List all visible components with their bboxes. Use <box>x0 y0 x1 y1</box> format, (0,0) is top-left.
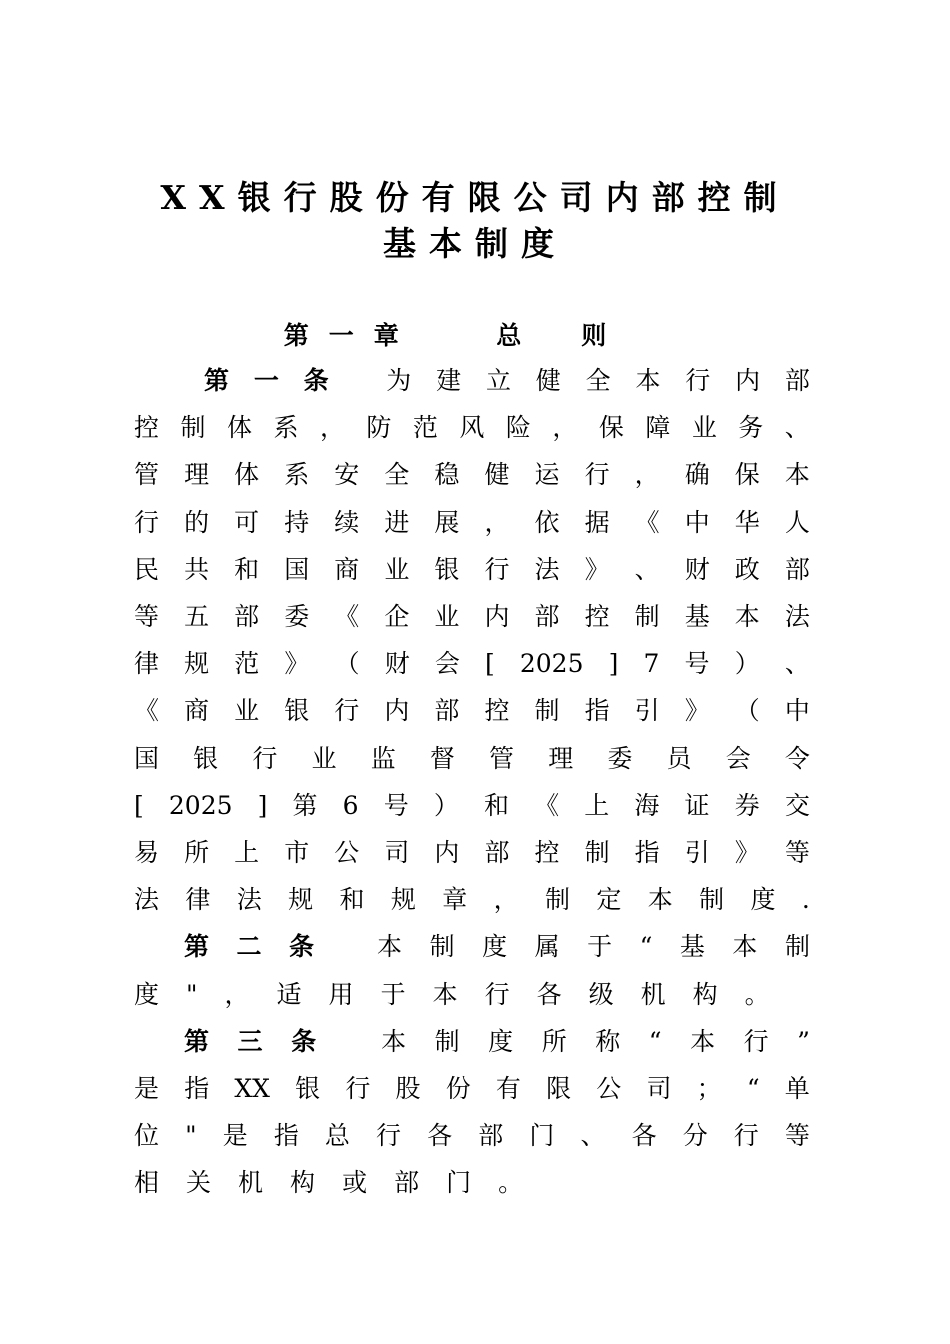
body-char: 章 <box>442 885 468 915</box>
body-char: 制 <box>429 932 455 962</box>
body-char: 位 <box>134 1121 160 1151</box>
article-number-char: 第 <box>184 1026 210 1056</box>
body-char: 督 <box>429 743 455 773</box>
body-char: 会 <box>434 649 460 679</box>
body-char: “ <box>648 1026 662 1056</box>
article-number-char: 二 <box>236 932 262 962</box>
body-char: 市 <box>284 838 310 867</box>
body-char: [ <box>134 790 144 820</box>
body-char: 业 <box>691 413 717 443</box>
body-line <box>134 553 810 587</box>
body-char: ； <box>696 1074 722 1103</box>
body-char: 部 <box>784 366 810 395</box>
body-char: 范 <box>412 413 438 443</box>
body-char: 法 <box>534 554 560 584</box>
body-char: 业 <box>311 743 337 773</box>
body-char: 。 <box>498 1168 524 1198</box>
body-char: 共 <box>184 554 210 584</box>
body-line <box>134 411 810 445</box>
body-char: 单 <box>784 1074 810 1103</box>
body-char: 本 <box>377 932 403 962</box>
body-char: ， <box>224 979 250 1009</box>
body-char: 中 <box>684 507 710 537</box>
body-char: 《 <box>634 507 660 537</box>
body-line <box>134 1166 810 1200</box>
body-char: 行 <box>584 460 610 490</box>
body-char: “ <box>746 1074 760 1103</box>
body-line <box>134 836 810 870</box>
body-line <box>134 458 810 492</box>
body-char: 控 <box>134 413 160 443</box>
body-char: 律 <box>134 649 160 679</box>
body-char: 持 <box>284 507 310 537</box>
body-char: 6 <box>342 790 359 820</box>
body-char: 2025 <box>519 649 584 679</box>
body-char: 本 <box>734 602 760 631</box>
body-char: 保 <box>598 413 624 443</box>
article-number-char: 条 <box>303 366 329 395</box>
body-line <box>134 694 810 728</box>
body-char: 系 <box>284 460 310 490</box>
body-char: 中 <box>784 696 810 726</box>
body-char: 公 <box>596 1074 622 1103</box>
body-char: 证 <box>684 790 710 820</box>
body-char: 范 <box>234 649 260 679</box>
body-char: ， <box>319 413 345 443</box>
body-char: 和 <box>483 790 509 820</box>
body-char: 政 <box>734 554 760 584</box>
body-char: 会 <box>725 743 751 773</box>
body-char: 构 <box>692 979 718 1009</box>
body-char: 内 <box>434 838 460 867</box>
body-char: 制 <box>634 602 660 631</box>
body-char: 保 <box>734 460 760 490</box>
body-line <box>134 1072 810 1106</box>
body-char: 确 <box>684 460 710 490</box>
body-char: 体 <box>234 460 260 490</box>
document-title-line-1: XX银行股份有限公司内部控制 <box>160 178 790 217</box>
body-char: 人 <box>784 507 810 537</box>
body-char: 司 <box>646 1074 672 1103</box>
body-char: 易 <box>134 838 160 867</box>
body-char: 等 <box>134 602 160 631</box>
chapter-number: 第一章 <box>283 321 419 350</box>
body-char: 上 <box>584 790 610 820</box>
body-char: 指 <box>634 838 660 867</box>
body-char: 相 <box>134 1168 160 1198</box>
body-char: 各 <box>536 979 562 1009</box>
body-char: 。 <box>744 979 770 1009</box>
body-char: 或 <box>342 1168 368 1198</box>
body-char: 关 <box>186 1168 212 1198</box>
body-char: 海 <box>634 790 660 820</box>
body-char: 部 <box>784 554 810 584</box>
body-char: “ <box>639 932 653 962</box>
body-char: 是 <box>134 1074 160 1103</box>
body-char: 等 <box>784 1121 810 1151</box>
body-char: 部 <box>534 602 560 631</box>
body-char: 商 <box>334 554 360 584</box>
body-char: 》 <box>734 838 760 867</box>
body-char: 企 <box>384 602 410 631</box>
body-char: 内 <box>484 602 510 631</box>
body-char: 行 <box>484 554 510 584</box>
body-char: 运 <box>534 460 560 490</box>
body-char: 五 <box>184 602 210 631</box>
body-char: 制 <box>545 885 571 915</box>
body-char: 为 <box>386 366 412 395</box>
body-char: ， <box>493 885 519 915</box>
body-char: 制 <box>434 1026 460 1056</box>
body-char: 属 <box>534 932 560 962</box>
body-char: 行 <box>484 979 510 1009</box>
body-char: 限 <box>546 1074 572 1103</box>
body-char: . <box>801 885 810 915</box>
body-char: 机 <box>238 1168 264 1198</box>
body-char: 制 <box>180 413 206 443</box>
body-char: 监 <box>370 743 396 773</box>
body-char: 本 <box>432 979 458 1009</box>
body-char: 各 <box>427 1121 453 1151</box>
spacer <box>345 1025 353 1059</box>
body-char: 度 <box>750 885 776 915</box>
body-char: 度 <box>482 932 508 962</box>
body-char: 和 <box>234 554 260 584</box>
body-char: 构 <box>290 1168 316 1198</box>
body-char: 委 <box>607 743 633 773</box>
body-char: 可 <box>234 507 260 537</box>
body-char: 理 <box>548 743 574 773</box>
article-number-char: 条 <box>291 1026 317 1056</box>
body-char: 律 <box>185 885 211 915</box>
body-char: 《 <box>534 790 560 820</box>
body-char: XX <box>234 1074 270 1103</box>
body-char: 行 <box>134 507 160 537</box>
body-char: 基 <box>679 932 705 962</box>
body-char: 商 <box>184 696 210 726</box>
body-char: 有 <box>495 1074 521 1103</box>
body-line <box>204 364 810 398</box>
body-char: 公 <box>334 838 360 867</box>
body-char: 指 <box>184 1074 210 1103</box>
body-char: 障 <box>645 413 671 443</box>
body-char: 上 <box>234 838 260 867</box>
body-char: 部 <box>484 838 510 867</box>
body-char: ] <box>257 790 268 820</box>
body-char: 于 <box>587 932 613 962</box>
body-char: （ <box>334 649 360 679</box>
body-char: 门 <box>529 1121 555 1151</box>
body-char: 务 <box>738 413 764 443</box>
body-char: 指 <box>273 1121 299 1151</box>
article-number-char: 第 <box>204 366 230 395</box>
body-char: 进 <box>384 507 410 537</box>
body-char: ， <box>634 460 660 490</box>
body-char: ） <box>734 649 760 679</box>
body-line <box>134 789 810 823</box>
body-char: 财 <box>384 649 410 679</box>
body-char: 体 <box>226 413 252 443</box>
body-line <box>134 978 810 1012</box>
body-char: 国 <box>134 743 160 773</box>
body-char: 引 <box>684 838 710 867</box>
body-char: 险 <box>505 413 531 443</box>
body-char: 控 <box>484 696 510 726</box>
body-char: 行 <box>345 1074 371 1103</box>
body-char: 、 <box>784 413 810 443</box>
body-line <box>184 1025 810 1059</box>
body-line <box>134 600 810 634</box>
body-char: 全 <box>384 460 410 490</box>
body-char: 安 <box>334 460 360 490</box>
article-number-char: 条 <box>289 932 315 962</box>
body-char: 所 <box>184 838 210 867</box>
body-char: 制 <box>784 932 810 962</box>
body-char: 、 <box>634 554 660 584</box>
body-char: 依 <box>534 507 560 537</box>
chapter-name: 总则 <box>496 321 667 350</box>
body-line <box>134 506 810 540</box>
body-char: 股 <box>395 1074 421 1103</box>
body-char: 度 <box>488 1026 514 1056</box>
body-char: ” <box>797 1026 810 1056</box>
body-char: 各 <box>631 1121 657 1151</box>
body-char: 门 <box>446 1168 472 1198</box>
body-char: ， <box>552 413 578 443</box>
body-char: 部 <box>234 602 260 631</box>
body-line <box>134 883 810 917</box>
body-char: 控 <box>534 838 560 867</box>
body-char: 立 <box>485 366 511 395</box>
body-char: ， <box>484 507 510 537</box>
body-char: ） <box>433 790 459 820</box>
body-char: 法 <box>236 885 262 915</box>
body-char: 国 <box>284 554 310 584</box>
body-char: 续 <box>334 507 360 537</box>
body-char: " <box>185 1121 197 1151</box>
body-char: 于 <box>380 979 406 1009</box>
body-char: 引 <box>634 696 660 726</box>
body-char: 》 <box>584 554 610 584</box>
body-char: 控 <box>584 602 610 631</box>
body-char: 交 <box>784 790 810 820</box>
body-char: 系 <box>273 413 299 443</box>
body-char: 规 <box>288 885 314 915</box>
body-char: 》 <box>284 649 310 679</box>
body-char: 行 <box>733 1121 759 1151</box>
body-char: 份 <box>445 1074 471 1103</box>
body-char: 第 <box>292 790 318 820</box>
article-number-char: 三 <box>237 1026 263 1056</box>
body-char: 健 <box>484 460 510 490</box>
body-char: 本 <box>690 1026 716 1056</box>
body-char: 分 <box>682 1121 708 1151</box>
body-char: 、 <box>580 1121 606 1151</box>
body-char: 本 <box>381 1026 407 1056</box>
chapter-heading <box>0 316 950 352</box>
body-char: 令 <box>784 743 810 773</box>
body-char: 基 <box>684 602 710 631</box>
article-number-char: 第 <box>184 932 210 962</box>
body-char: 理 <box>184 460 210 490</box>
body-char: 和 <box>339 885 365 915</box>
body-char: 员 <box>666 743 692 773</box>
body-char: 业 <box>234 696 260 726</box>
body-char: 华 <box>734 507 760 537</box>
body-char: 券 <box>734 790 760 820</box>
body-char: 用 <box>328 979 354 1009</box>
body-line <box>134 742 810 776</box>
body-char: 规 <box>390 885 416 915</box>
body-char: 银 <box>434 554 460 584</box>
body-char: " <box>186 979 198 1009</box>
body-char: [ <box>484 649 495 679</box>
body-line <box>134 647 810 681</box>
body-char: 定 <box>596 885 622 915</box>
body-char: 据 <box>584 507 610 537</box>
body-char: 行 <box>685 366 711 395</box>
body-char: 内 <box>735 366 761 395</box>
body-char: ] <box>608 649 619 679</box>
body-char: 内 <box>384 696 410 726</box>
body-char: 规 <box>184 649 210 679</box>
body-char: 本 <box>784 460 810 490</box>
body-char: 度 <box>134 979 160 1009</box>
body-char: （ <box>734 696 760 726</box>
body-char: 《 <box>134 696 160 726</box>
body-char: 总 <box>324 1121 350 1151</box>
body-char: 部 <box>478 1121 504 1151</box>
body-char: 管 <box>134 460 160 490</box>
body-char: 业 <box>384 554 410 584</box>
body-char: 所 <box>541 1026 567 1056</box>
body-char: 部 <box>394 1168 420 1198</box>
body-char: 健 <box>535 366 561 395</box>
body-char: 本 <box>647 885 673 915</box>
body-char: 称 <box>595 1026 621 1056</box>
body-char: 指 <box>584 696 610 726</box>
body-char: 号 <box>684 649 710 679</box>
body-line <box>184 930 810 964</box>
body-char: 管 <box>489 743 515 773</box>
body-char: 司 <box>384 838 410 867</box>
body-char: 民 <box>134 554 160 584</box>
body-char: 机 <box>640 979 666 1009</box>
body-char: 的 <box>184 507 210 537</box>
body-char: 制 <box>584 838 610 867</box>
body-char: 本 <box>732 932 758 962</box>
document-title-line-2: 基本制度 <box>383 224 567 263</box>
body-char: 《 <box>334 602 360 631</box>
body-char: 稳 <box>434 460 460 490</box>
body-char: 、 <box>784 649 810 679</box>
body-char: 法 <box>134 885 160 915</box>
body-char: 行 <box>376 1121 402 1151</box>
body-line <box>134 1119 810 1153</box>
body-char: 等 <box>784 838 810 867</box>
body-char: 风 <box>459 413 485 443</box>
body-char: 银 <box>193 743 219 773</box>
body-char: 2025 <box>168 790 233 820</box>
body-char: 防 <box>366 413 392 443</box>
body-char: 级 <box>588 979 614 1009</box>
body-char: 行 <box>743 1026 769 1056</box>
body-char: 7 <box>643 649 660 679</box>
body-char: 行 <box>334 696 360 726</box>
body-char: 展 <box>434 507 460 537</box>
body-char: 业 <box>434 602 460 631</box>
article-number-char: 一 <box>253 366 279 395</box>
body-char: 本 <box>635 366 661 395</box>
body-char: 法 <box>784 602 810 631</box>
body-char: 号 <box>383 790 409 820</box>
body-char: 财 <box>684 554 710 584</box>
body-char: 适 <box>276 979 302 1009</box>
body-char: 全 <box>585 366 611 395</box>
spacer <box>342 930 350 964</box>
body-char: 委 <box>284 602 310 631</box>
body-char: 银 <box>295 1074 321 1103</box>
body-char: 》 <box>684 696 710 726</box>
spacer <box>353 364 361 398</box>
body-char: 银 <box>284 696 310 726</box>
body-char: 行 <box>252 743 278 773</box>
body-char: 建 <box>436 366 462 395</box>
body-char: 制 <box>534 696 560 726</box>
body-char: 部 <box>434 696 460 726</box>
body-char: 制 <box>699 885 725 915</box>
body-char: 是 <box>222 1121 248 1151</box>
